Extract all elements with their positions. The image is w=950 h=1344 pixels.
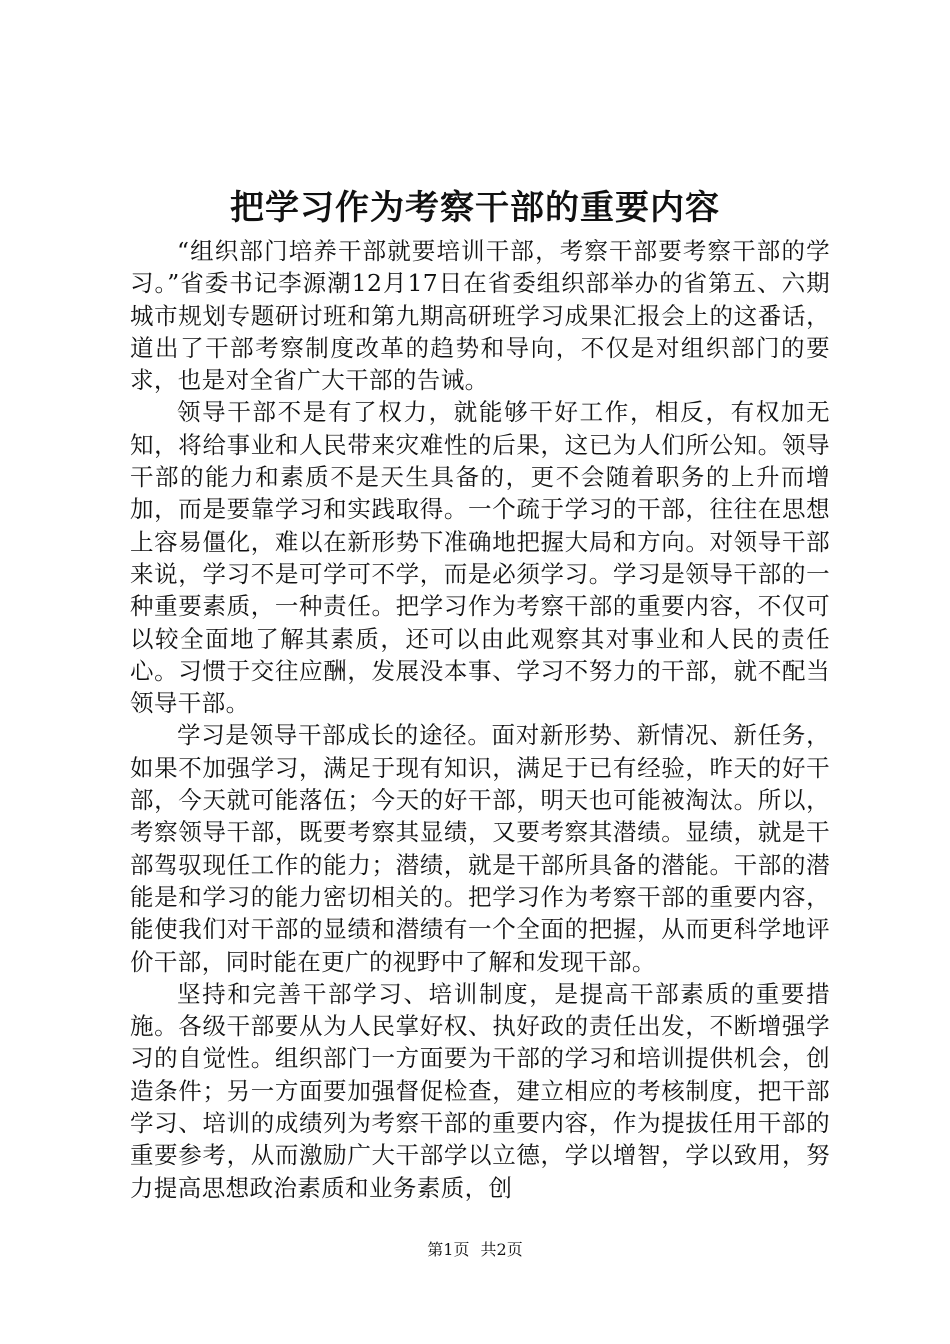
document-title: 把学习作为考察干部的重要内容	[230, 188, 720, 228]
paragraph: “组织部门培养干部就要培训干部，考察干部要考察干部的学习。”省委书记李源潮12月17日在省委组织部举办的省第五、六期城市规划专题研讨班和第九期高研班学习成果汇报会上的这番话，道出了干部考察制度改革的趋势和导向，不仅是对组织部门的要求，也是对全省广大干部的告诫。	[130, 237, 830, 395]
page-footer	[0, 1239, 950, 1261]
paragraph: 坚持和完善干部学习、培训制度，是提高干部素质的重要措施。各级干部要从为人民掌好权、执好政的责任出发，不断增强学习的自觉性。组织部门一方面要为干部的学习和培训提供机会，创造条件；另一方面要加强督促检查，建立相应的考核制度，把干部学习、培训的成绩列为考察干部的重要内容，作为提拔任用干部的重要参考，从而激励广大干部学以立德，学以增智，学以致用，努力提高思想政治素质和业务素质，创	[130, 979, 830, 1202]
paragraph: 学习是领导干部成长的途径。面对新形势、新情况、新任务，如果不加强学习，满足于现有知识，满足于已有经验，昨天的好干部，今天就可能落伍；今天的好干部，明天也可能被淘汰。所以，考察领导干部，既要考察其显绩，又要考察其潜绩。显绩，就是干部驾驭现任工作的能力；潜绩，就是干部所具备的潜能。干部的潜能是和学习的能力密切相关的。把学习作为考察干部的重要内容，能使我们对干部的显绩和潜绩有一个全面的把握，从而更科学地评价干部，同时能在更广的视野中了解和发现干部。	[130, 721, 830, 976]
document-body	[130, 235, 830, 1204]
paragraph: 领导干部不是有了权力，就能够干好工作，相反，有权加无知，将给事业和人民带来灾难性的后果，这已为人们所公知。领导干部的能力和素质不是天生具备的，更不会随着职务的上升而增加，而是要靠学习和实践取得。一个疏于学习的干部，往往在思想上容易僵化，难以在新形势下准确地把握大局和方向。对领导干部来说，学习不是可学可不学，而是必须学习。学习是领导干部的一种重要素质，一种责任。把学习作为考察干部的重要内容，不仅可以较全面地了解其素质，还可以由此观察其对事业和人民的责任心。习惯于交往应酬，发展没本事、学习不努力的干部，就不配当领导干部。	[130, 398, 830, 718]
total-pages: 共2页	[480, 1240, 523, 1259]
page-number: 第1页	[427, 1240, 470, 1259]
